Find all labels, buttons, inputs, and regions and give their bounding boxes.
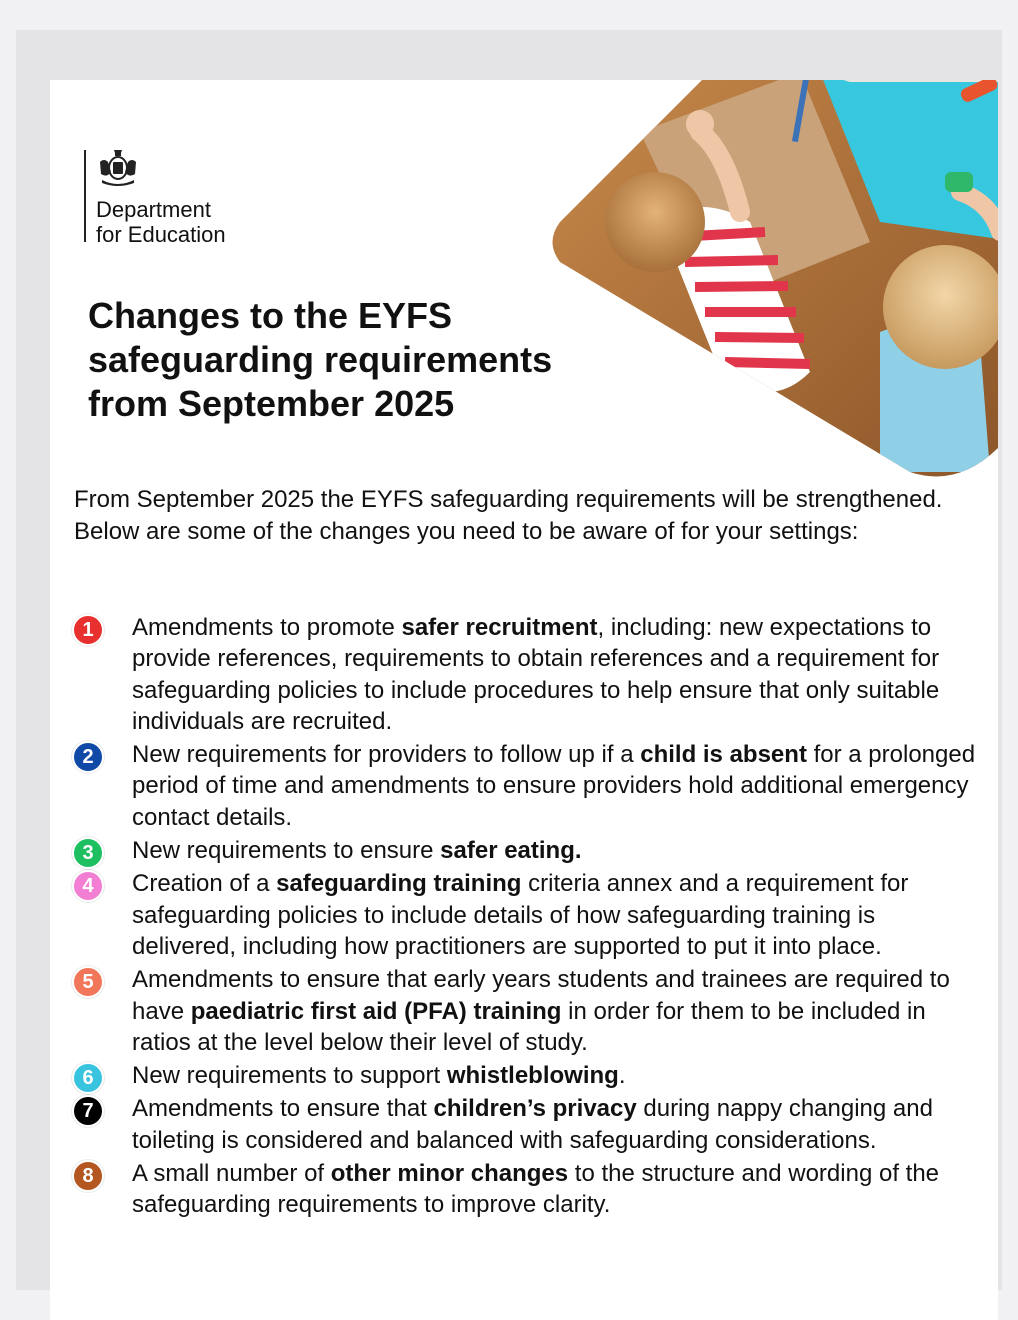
change-item-3 [72, 835, 982, 866]
change-text: Amendments to promote [132, 614, 402, 641]
dfe-logo [84, 150, 226, 247]
page-title [88, 294, 608, 426]
change-text: Amendments to ensure that early years students and trainees are required to have [132, 966, 950, 1025]
number-badge: 7 [72, 1095, 104, 1127]
title-line-3: from September 2025 [88, 383, 455, 424]
number-badge: 4 [72, 870, 104, 902]
change-text: criteria annex and a requirement for safeguarding policies to include details of how safeguarding training is delivered, including how practitioners are supported to put it into place. [132, 870, 909, 960]
change-text: New requirements to ensure [132, 837, 441, 865]
change-highlight: other minor changes [330, 1160, 569, 1188]
children-drawing-photo [550, 80, 998, 482]
change-text: , including: new expectations to provide references, requirements to obtain references and a requirement for safeguarding policies to include procedures to help ensure that only suitable individuals are recruited. [132, 614, 940, 735]
change-text: A small number of [132, 1160, 331, 1188]
change-text: Amendments to ensure that [132, 1095, 434, 1123]
change-highlight: paediatric first aid (PFA) training [190, 997, 562, 1025]
change-item-6 [72, 1060, 982, 1091]
change-item-2 [72, 739, 982, 833]
change-text: to the structure and wording of the safeguarding requirements to improve clarity. [132, 1160, 940, 1219]
intro-paragraph: From September 2025 the EYFS safeguarding requirements will be strengthened. Below are some of the changes you need to be aware of for your settings: [74, 486, 943, 545]
change-highlight: child is absent [640, 741, 807, 769]
change-item-8 [72, 1158, 982, 1221]
logo-text-department: Department [96, 197, 211, 222]
change-highlight: safer eating. [440, 837, 582, 865]
change-text: in order for them to be included in ratios at the level below their level of study. [132, 997, 926, 1056]
change-text: during nappy changing and toileting is considered and balanced with safeguarding considerations. [132, 1095, 933, 1154]
change-highlight: children’s privacy [433, 1095, 637, 1123]
number-badge: 8 [72, 1160, 104, 1192]
change-text: New requirements for providers to follow up if a [132, 741, 641, 769]
change-item-7 [72, 1093, 982, 1156]
title-line-1: Changes to the EYFS [88, 295, 453, 336]
number-badge: 1 [72, 614, 104, 646]
number-badge: 6 [72, 1062, 104, 1094]
change-item-1 [72, 612, 982, 737]
change-highlight: safeguarding training [276, 870, 522, 898]
children-drawing-image [550, 80, 998, 482]
number-badge: 2 [72, 741, 104, 773]
change-item-5 [72, 964, 982, 1058]
document-frame [16, 30, 1002, 1290]
change-text: Creation of a [132, 870, 277, 898]
change-text: . [618, 1062, 626, 1090]
change-text: for a prolonged period of time and amendments to ensure providers hold additional emergency contact details. [132, 741, 976, 831]
change-highlight: safer recruitment [401, 614, 598, 641]
change-item-4 [72, 868, 982, 962]
change-highlight: whistleblowing [446, 1062, 619, 1090]
changes-list [72, 612, 982, 1223]
change-text: New requirements to support [132, 1062, 447, 1090]
logo-text-for-education: for Education [96, 222, 226, 247]
number-badge: 5 [72, 966, 104, 998]
title-line-2: safeguarding requirements [88, 339, 553, 380]
royal-crest-icon [96, 148, 140, 188]
document-page [50, 80, 998, 1320]
number-badge: 3 [72, 837, 104, 869]
